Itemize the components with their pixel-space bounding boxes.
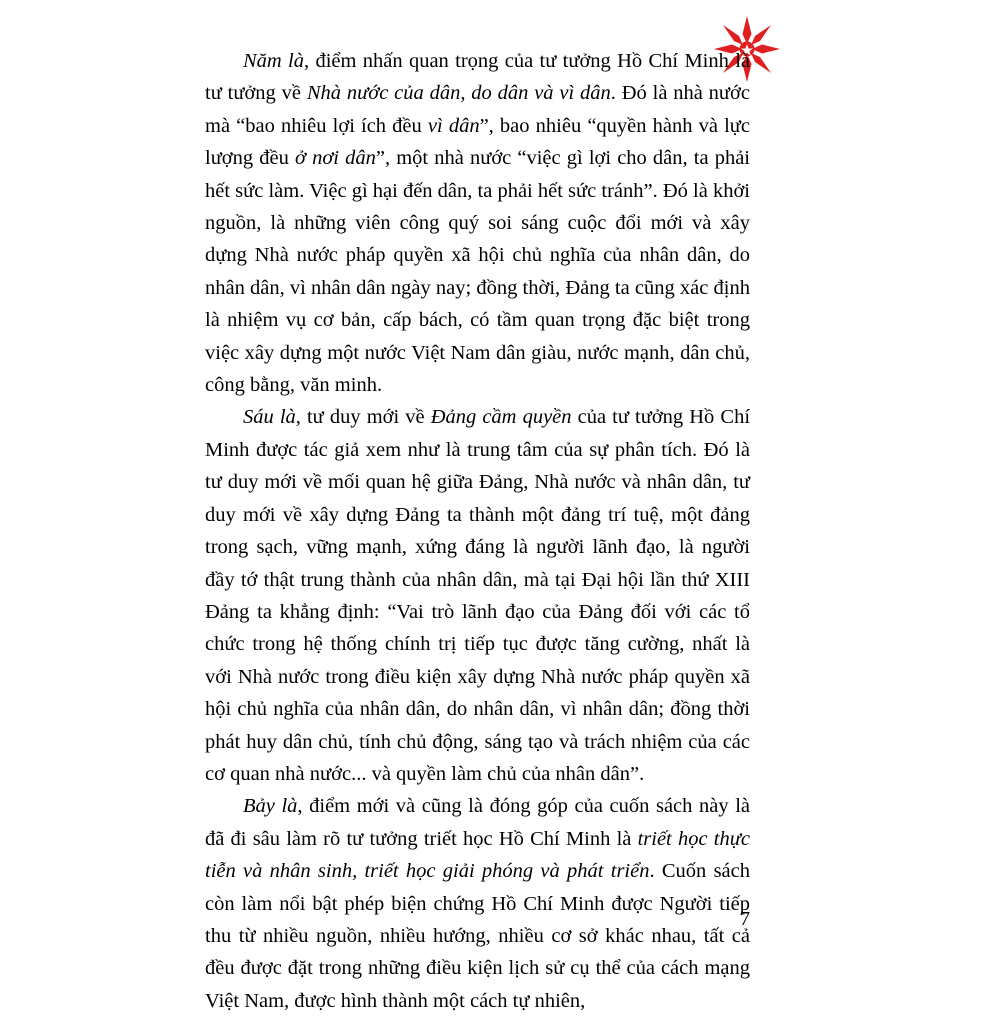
page-body-text: [205, 45, 750, 1017]
paragraph-sau-la: [205, 401, 750, 790]
lead-in-sau-la: Sáu là: [243, 406, 296, 429]
text-run: . Cuốn sách còn làm nổi bật phép biện chứng Hồ Chí Minh được Người tiếp thu từ nhiều nguồn, nhiều hướng, nhiều cơ sở khác nhau, tất cả đều được đặt trong những điều kiện lịch sử cụ thể của cách mạng Việt Nam, được hình thành một cách tự nhiên,: [205, 860, 750, 1012]
text-run: , điểm mới và cũng là đóng góp của cuốn sách này là đã đi sâu làm rõ tư tưởng triết học Hồ Chí Minh là: [205, 795, 750, 850]
text-run: của tư tưởng Hồ Chí Minh được tác giả xem như là trung tâm của sự phân tích. Đó là tư duy mới về mối quan hệ giữa Đảng, Nhà nước và nhân dân, tư duy mới về xây dựng Đảng ta thành một đảng trí tuệ, một đảng trong sạch, vững mạnh, xứng đáng là người lãnh đạo, là người đầy tớ thật trung thành của nhân dân, mà tại Đại hội lần thứ XIII Đảng ta khẳng định: “Vai trò lãnh đạo của Đảng đối với các tổ chức trong hệ thống chính trị tiếp tục được tăng cường, nhất là với Nhà nước trong điều kiện xây dựng Nhà nước pháp quyền xã hội chủ nghĩa của nhân dân, do nhân dân, vì nhân dân; đồng thời phát huy dân chủ, tính chủ động, sáng tạo và trách nhiệm của các cơ quan nhà nước... và quyền làm chủ của nhân dân”.: [205, 406, 751, 785]
text-run: ”, một nhà nước “việc gì lợi cho dân, ta phải hết sức làm. Việc gì hại đến dân, ta phải hết sức tránh”. Đó là khởi nguồn, là những viên công quý soi sáng cuộc đổi mới và xây dựng Nhà nước pháp quyền xã hội chủ nghĩa của nhân dân, do nhân dân, vì nhân dân ngày nay; đồng thời, Đảng ta cũng xác định là nhiệm vụ cơ bản, cấp bách, có tầm quan trọng đặc biệt trong việc xây dựng một nước Việt Nam dân giàu, nước mạnh, dân chủ, công bằng, văn minh.: [205, 147, 750, 397]
paragraph-bay-la: [205, 790, 750, 1017]
page-number: 7: [739, 908, 750, 930]
text-run: , tư duy mới về: [295, 406, 431, 429]
emphasis-triet-hoc: triết học thực tiễn và nhân sinh, triết học giải phóng và phát triển: [205, 827, 750, 883]
emphasis-nha-nuoc-cua-dan: Nhà nước của dân, do dân và vì dân: [306, 82, 611, 105]
text-run: , điểm nhấn quan trọng của tư tưởng Hồ Chí Minh là tư tưởng về: [205, 50, 750, 105]
emphasis-o-noi-dan: ở nơi dân: [295, 147, 376, 170]
text-run: . Đó là nhà nước mà “bao nhiêu lợi ích đều: [205, 82, 750, 137]
lead-in-nam-la: Năm là: [243, 50, 305, 72]
emphasis-vi-dan: vì dân: [427, 114, 480, 137]
emphasis-dang-cam-quyen: Đảng cầm quyền: [430, 406, 572, 429]
paragraph-nam-la: [205, 45, 750, 401]
lead-in-bay-la: Bảy là: [243, 795, 298, 818]
text-run: ”, bao nhiêu “quyền hành và lực lượng đều: [205, 114, 750, 170]
